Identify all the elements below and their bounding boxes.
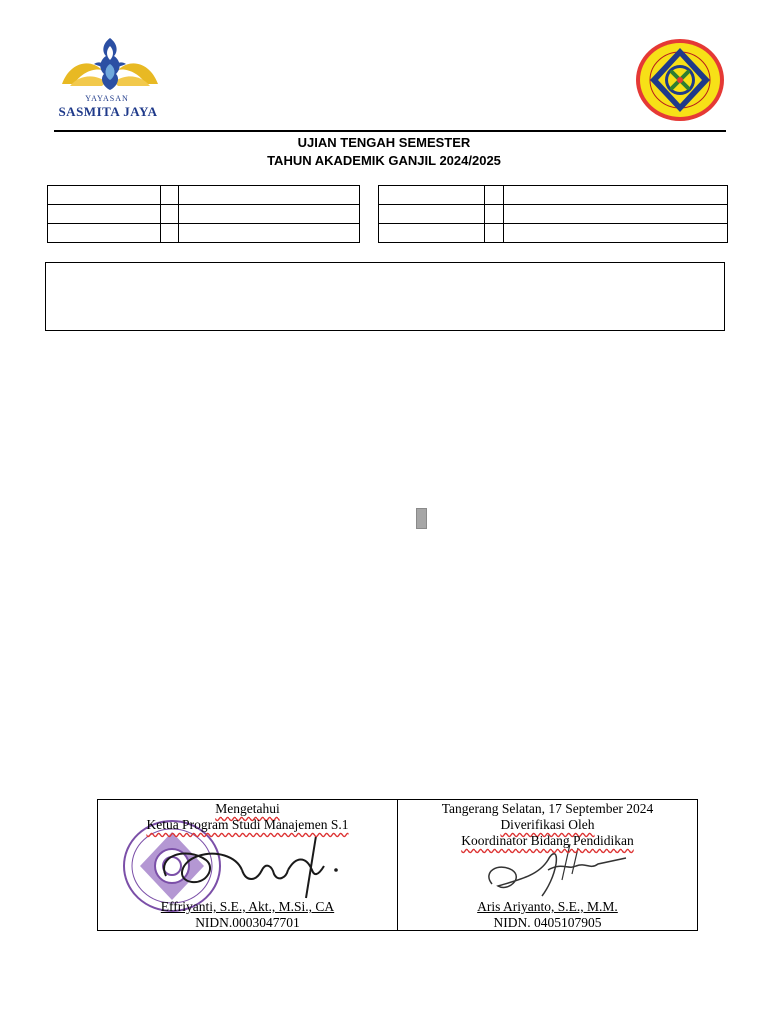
header-divider xyxy=(54,130,726,132)
exam-info-table-left xyxy=(47,185,360,243)
program-head-title: Ketua Program Studi Manajemen S.1 xyxy=(146,817,349,832)
foundation-logo xyxy=(52,34,167,124)
foundation-small-text: YAYASAN xyxy=(85,94,129,103)
university-seal-icon xyxy=(634,38,726,124)
signer-name-left: Effriyanti, S.E., Akt., M.Si., CA xyxy=(160,899,335,914)
table-row xyxy=(379,205,728,224)
exam-info-table-right xyxy=(378,185,728,243)
table-row xyxy=(48,224,360,243)
foundation-name: SASMITA JAYA xyxy=(58,104,158,119)
signature-cell-left xyxy=(98,800,398,931)
acknowledged-label: Mengetahui xyxy=(215,801,280,816)
signature-cell-right xyxy=(398,800,698,931)
university-seal xyxy=(634,38,726,124)
table-row xyxy=(48,205,360,224)
instructions-box xyxy=(45,262,725,331)
signer-name-right: Aris Ariyanto, S.E., M.M. xyxy=(477,899,618,914)
exam-title: UJIAN TENGAH SEMESTER xyxy=(297,135,471,150)
place-date: Tangerang Selatan, 17 September 2024 xyxy=(441,801,654,816)
verified-by-label: Diverifikasi Oleh xyxy=(500,817,595,832)
text-cursor-marker[interactable] xyxy=(416,508,427,529)
foundation-emblem-icon xyxy=(56,34,164,92)
signature-left-icon xyxy=(146,826,346,906)
table-row xyxy=(379,186,728,205)
signature-right-icon xyxy=(478,840,628,902)
signer-nidn-left: NIDN.0003047701 xyxy=(195,915,300,930)
academic-year-title: TAHUN AKADEMIK GANJIL 2024/2025 xyxy=(267,153,501,168)
table-row xyxy=(48,186,360,205)
table-row xyxy=(98,800,698,931)
signature-table xyxy=(97,799,698,931)
table-row xyxy=(379,224,728,243)
signer-nidn-right: NIDN. 0405107905 xyxy=(493,915,602,930)
coordinator-title: Koordinator Bidang Pendidikan xyxy=(461,833,634,848)
